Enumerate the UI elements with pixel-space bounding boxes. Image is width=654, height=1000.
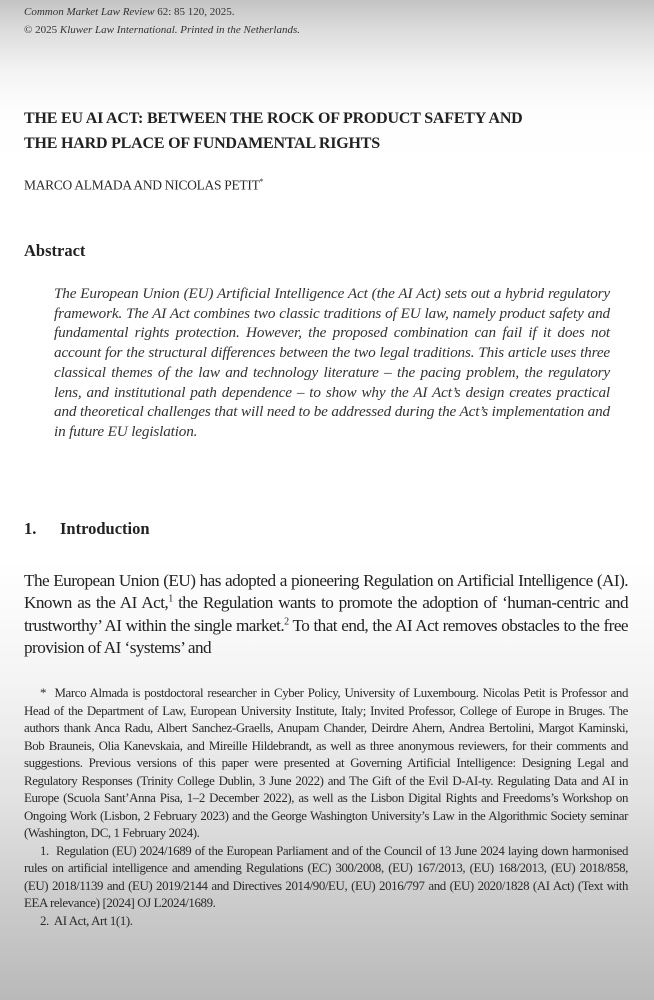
footnote-text: Regulation (EU) 2024/1689 of the European Parliament and of the Council of 13 June 2024 laying down harmonised rules on artificial intelligence and amending Regulations (EC) 300/2008, (EU) 167/2013, (EU) 168/2013, (EU) 2018/858, (EU) 2018/1139 and (EU) 2019/2144 and Directives 2014/90/EU, (EU) 2016/797 and (EU) 2020/1828 (AI Act) (Text with EEA relevance) [2024] OJ L2024/1689. [24, 843, 628, 910]
intro-text-part-3: To that end, the AI Act removes obstacles to the free provision of AI ‘systems’ and [24, 615, 628, 657]
running-header-copyright [24, 24, 300, 37]
footnote-mark: 2. [40, 913, 49, 928]
intro-text-part-1: The European Union (EU) has adopted a pioneering Regulation on Artificial Intelligence (AI). Known as the AI Act, [24, 571, 628, 613]
abstract-text: The European Union (EU) Artificial Intelligence Act (the AI Act) sets out a hybrid regulatory framework. The AI Act combines two classic traditions of EU law, namely product safety and fundamental rights protection. However, the proposed combination can fail if it does not account for the structural differences between the two legal traditions. This article uses three classical themes of the law and technology literature – the pacing problem, the regulatory lens, and institutional path dependence – to show why the AI Act’s design creates practical and theoretical challenges that will need to be addressed during the Act’s implementation and in future EU legislation. [54, 285, 610, 440]
footnote-2 [24, 913, 628, 931]
footnote-ref-2[interactable]: 2 [284, 615, 289, 627]
article-authors [24, 177, 263, 194]
footnote-author [24, 685, 628, 843]
footnote-mark: * [40, 686, 47, 700]
section-heading-introduction [24, 519, 150, 539]
introduction-paragraph [24, 570, 628, 659]
journal-citation: 62: 85 120, 2025. [157, 6, 235, 18]
article-title-line-2: THE HARD PLACE OF FUNDAMENTAL RIGHTS [24, 135, 380, 152]
footnote-mark: 1. [40, 843, 49, 858]
footnote-text: AI Act, Art 1(1). [53, 913, 133, 928]
article-title [24, 106, 624, 156]
footnote-text: Marco Almada is postdoctoral researcher in Cyber Policy, University of Luxembourg. Nicolas Petit is Professor and Head of the Department of Law, European University Institute, Italy; Invited Professor, College of Europe in Bruges. The authors thank Anca Radu, Albert Sanchez-Graells, Anupam Chander, Deirdre Ahern, Andrea Bertolini, Margot Kaminski, Bob Brauneis, Olia Kanevskaia, and Mireille Hildebrandt, as well as three anonymous reviewers, for their comments and suggestions. Previous versions of this paper were presented at Governing Artificial Intelligence: Designing Legal and Regulatory Responses (Trinity College Dublin, 3 June 2022) and The Gift of the Evil D-AI-ty. Regulating Data and AI in Europe (Scuola Sant’Anna Pisa, 1–2 December 2022), as well as the Lisbon Digital Rights and Freedoms’s Workshop on Ongoing Work (Lisbon, 2 February 2023) and the George Washington University’s Law in the Algorithmic Society seminar (Washington, DC, 1 February 2024). [24, 686, 628, 840]
section-title: Introduction [60, 519, 150, 538]
author-footnote-mark[interactable]: * [259, 177, 264, 186]
footnote-ref-1[interactable]: 1 [168, 593, 173, 605]
journal-name: Common Market Law Review [24, 6, 155, 18]
copyright-year: © 2025 [24, 24, 58, 36]
intro-text-part-2: the Regulation wants to promote the adoption of ‘human-centric and trustworthy’ AI within the single market. [24, 593, 628, 635]
publisher-line: Kluwer Law International. Printed in the Netherlands. [59, 24, 301, 36]
section-number: 1. [24, 519, 37, 538]
footnote-1 [24, 843, 628, 913]
author-names: MARCO ALMADA AND NICOLAS PETIT [24, 177, 260, 193]
abstract-heading: Abstract [24, 241, 86, 260]
footnotes [24, 685, 628, 930]
article-title-line-1: THE EU AI ACT: BETWEEN THE ROCK OF PRODUCT SAFETY AND [24, 110, 523, 127]
running-header-citation [24, 6, 235, 19]
